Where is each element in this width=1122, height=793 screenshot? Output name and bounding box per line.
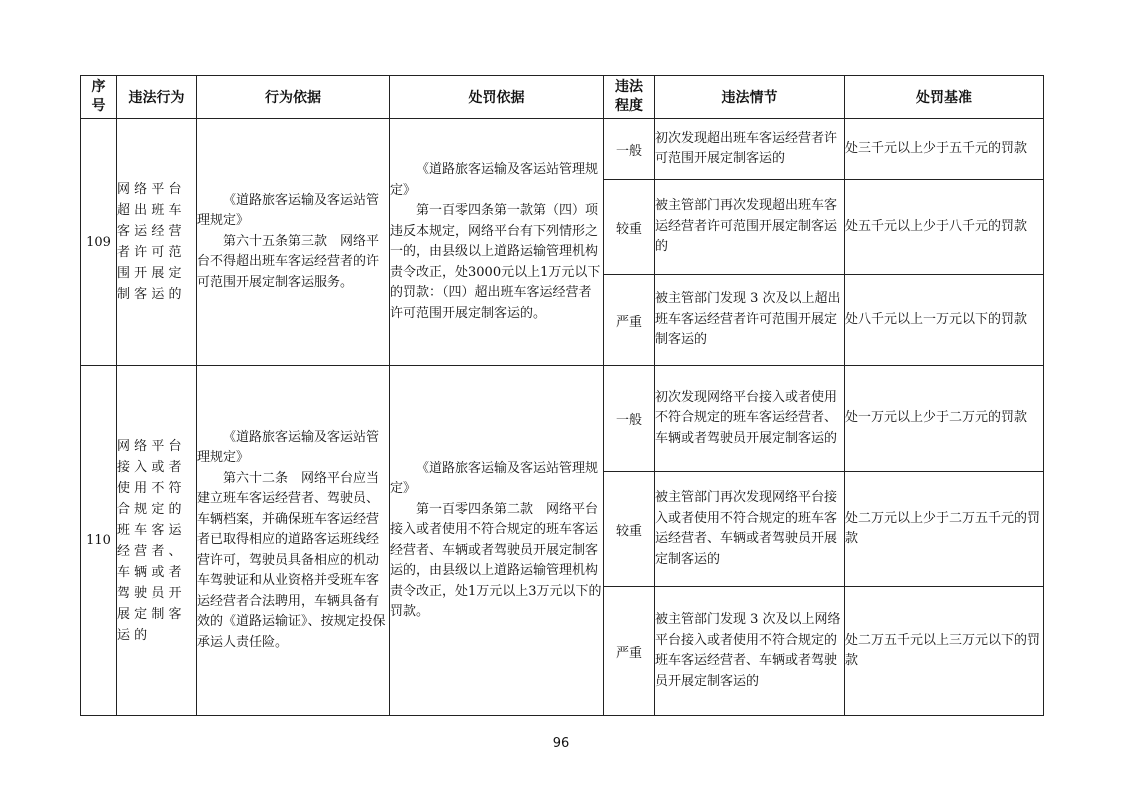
punish-text: 第一百零四条第二款 网络平台接入或者使用不符合规定的班车客运经营者、车辆或者驾驶员开展定制客运的，由县级以上道路运输管理机构责令改正，处1万元以上3万元以下的罚款。 [390, 501, 602, 619]
basis-text: 第六十五条第三款 网络平台不得超出班车客运经营者的许可范围开展定制客运服务。 [197, 233, 380, 290]
table-row [81, 119, 1044, 180]
header-circumstance: 违法情节 [655, 76, 845, 119]
punish-title: 《道路旅客运输及客运站管理规定》 [390, 162, 599, 198]
basis-text: 第六十二条 网络平台应当建立班车客运经营者、驾驶员、车辆档案，并确保班车客运经营者已取得相应的道路客运班线经营许可，驾驶员具备相应的机动车驾驶证和从业资格并受班车客运经营者合法聘用，车辆具备有效的《道路运输证》、按规定投保承运人责任险。 [197, 470, 386, 650]
row-act: 网络平台接入或者使用不符合规定的班车客运经营者、车辆或者驾驶员开展定制客运的 [117, 366, 197, 716]
standard-cell: 处三千元以上少于五千元的罚款 [845, 119, 1044, 180]
circumstance-cell: 被主管部门再次发现超出班车客运经营者许可范围开展定制客运的 [655, 180, 845, 275]
basis-title: 《道路旅客运输及客运站管理规定》 [197, 192, 380, 229]
degree-cell: 一般 [604, 366, 655, 472]
header-punish: 处罚依据 [390, 76, 604, 119]
circumstance-cell: 被主管部门发现 3 次及以上超出班车客运经营者许可范围开展定制客运的 [655, 275, 845, 366]
circumstance-cell: 被主管部门发现 3 次及以上网络平台接入或者使用不符合规定的班车客运经营者、车辆或者驾驶员开展定制客运的 [655, 587, 845, 716]
table-row [81, 366, 1044, 472]
degree-cell: 一般 [604, 119, 655, 180]
standard-cell: 处一万元以上少于二万元的罚款 [845, 366, 1044, 472]
degree-cell: 严重 [604, 587, 655, 716]
circumstance-cell: 被主管部门再次发现网络平台接入或者使用不符合规定的班车客运经营者、车辆或者驾驶员开展定制客运的 [655, 472, 845, 587]
circumstance-cell: 初次发现超出班车客运经营者许可范围开展定制客运的 [655, 119, 845, 180]
punish-text: 第一百零四条第一款第（四）项 违反本规定，网络平台有下列情形之一的，由县级以上道路运输管理机构责令改正，处3000元以上1万元以下的罚款：（四）超出班车客运经营者许可范围开展定制客运的。 [390, 203, 612, 321]
degree-cell: 较重 [604, 180, 655, 275]
punish-title: 《道路旅客运输及客运站管理规定》 [390, 460, 599, 496]
row-seq: 109 [81, 119, 117, 366]
row-basis [197, 119, 390, 366]
header-seq: 序号 [81, 76, 117, 119]
basis-title: 《道路旅客运输及客运站管理规定》 [197, 429, 380, 466]
row-seq: 110 [81, 366, 117, 716]
header-standard: 处罚基准 [845, 76, 1044, 119]
standard-cell: 处八千元以上一万元以下的罚款 [845, 275, 1044, 366]
standard-cell: 处二万五千元以上三万元以下的罚款 [845, 587, 1044, 716]
row-basis [197, 366, 390, 716]
row-punish [390, 119, 612, 366]
row-punish [390, 366, 604, 716]
header-basis: 行为依据 [197, 76, 390, 119]
degree-cell: 较重 [604, 472, 655, 587]
header-degree: 违法程度 [604, 76, 655, 119]
degree-cell: 严重 [604, 275, 655, 366]
standard-cell: 处五千元以上少于八千元的罚款 [845, 180, 1044, 275]
circumstance-cell: 初次发现网络平台接入或者使用不符合规定的班车客运经营者、车辆或者驾驶员开展定制客运的 [655, 366, 845, 472]
page-number: 96 [552, 736, 570, 751]
header-act: 违法行为 [117, 76, 197, 119]
row-act: 网络平台超出班车客运经营者许可范围开展定制客运的 [117, 119, 197, 366]
header-row [81, 76, 1044, 119]
standard-cell: 处二万元以上少于二万五千元的罚款 [845, 472, 1044, 587]
penalty-table [80, 75, 1044, 716]
